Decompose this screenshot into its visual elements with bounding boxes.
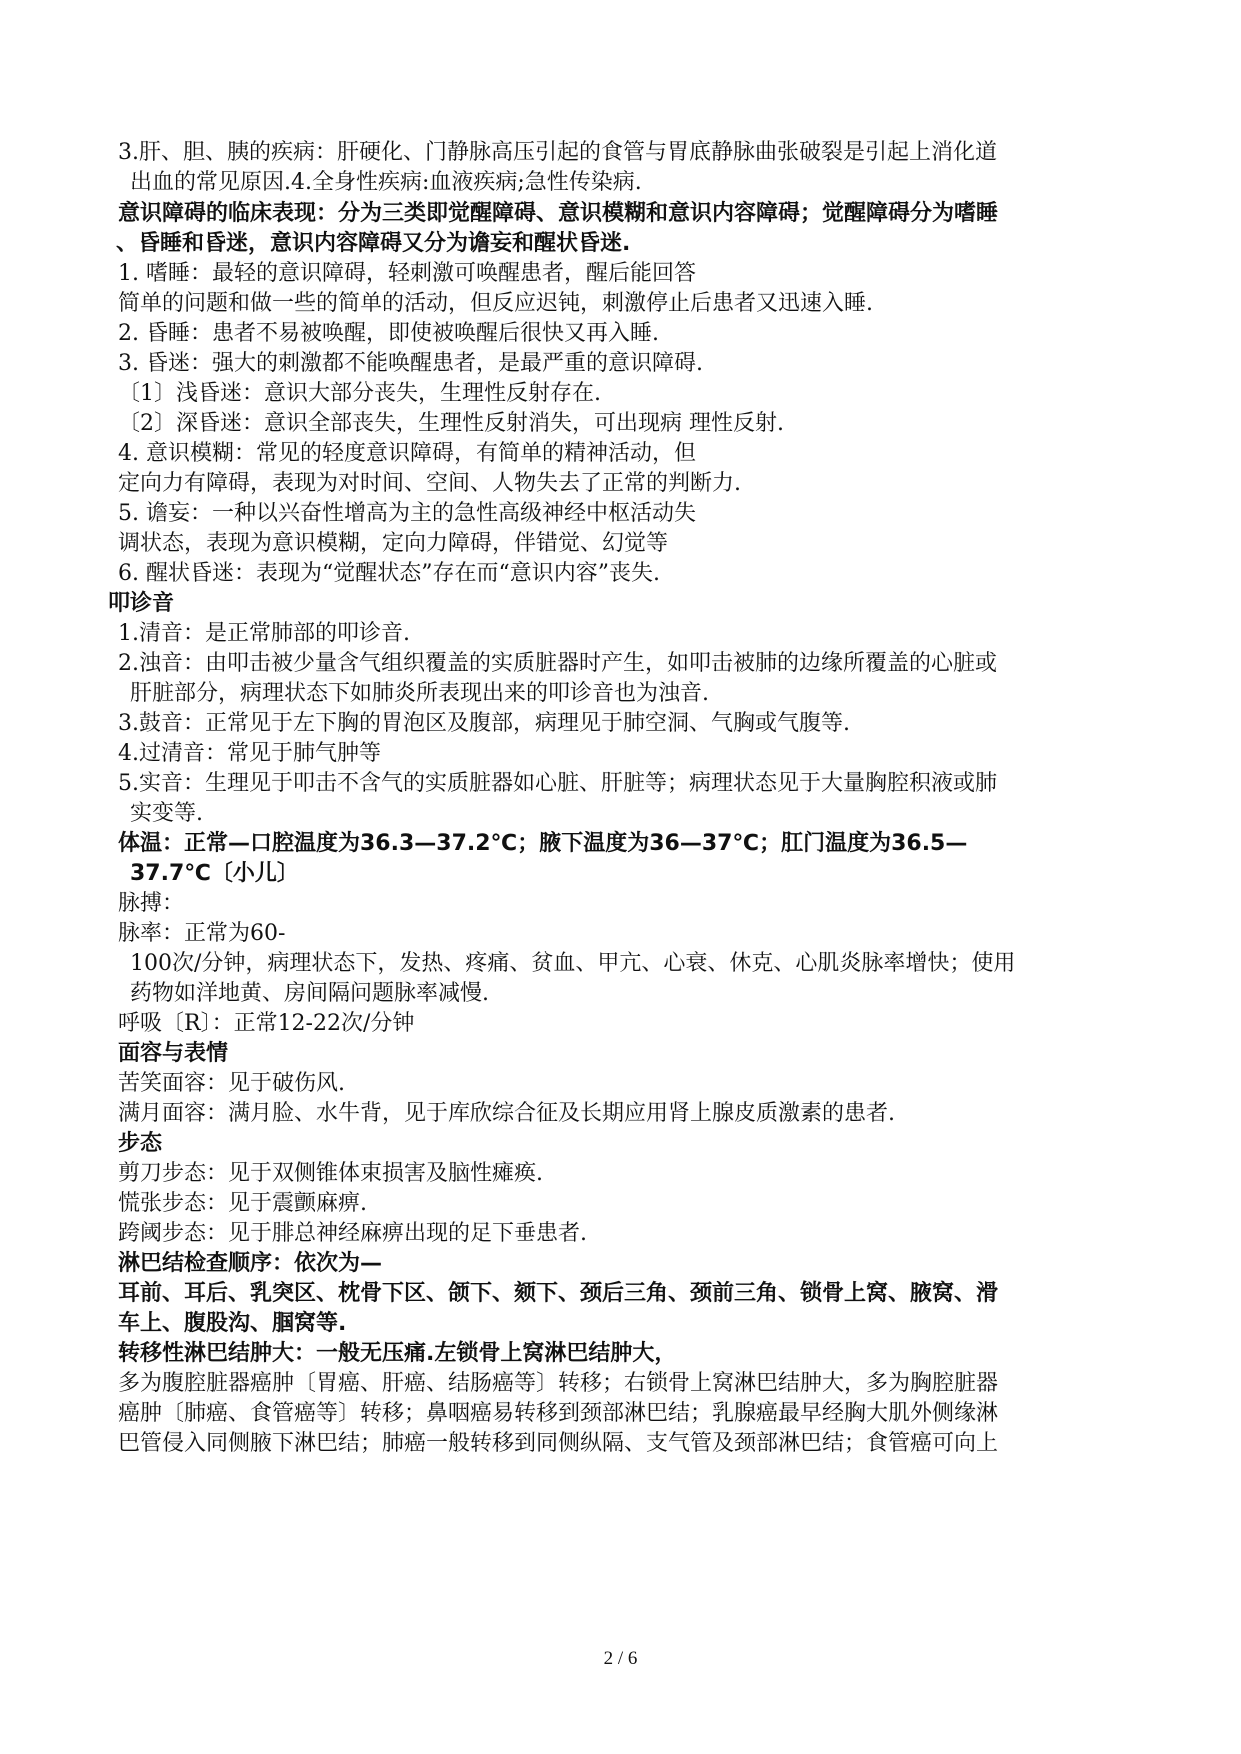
- text-line: 药物如洋地黄、房间隔问题脉率减慢.: [130, 981, 489, 1006]
- heading-body-temperature-cont: 37.7℃〔小儿〕: [130, 861, 299, 886]
- text-line: 6. 醒状昏迷：表现为“觉醒状态”存在而“意识内容”丧失.: [118, 561, 660, 586]
- heading-percussion-sounds: 叩诊音: [108, 591, 175, 616]
- page-number: 2 / 6: [603, 1648, 638, 1669]
- text-line: 3. 昏迷：强大的刺激都不能唤醒患者，是最严重的意识障碍.: [118, 351, 703, 376]
- text-line: 调状态，表现为意识模糊，定向力障碍，伴错觉、幻觉等: [118, 531, 669, 556]
- heading-facial-expression: 面容与表情: [118, 1041, 229, 1066]
- text-line: 跨阈步态：见于腓总神经麻痹出现的足下垂患者.: [118, 1221, 587, 1246]
- text-line: 1. 嗜睡：最轻的意识障碍，轻刺激可唤醒患者，醒后能回答: [118, 261, 696, 286]
- text-line: 3.肝、胆、胰的疾病：肝硬化、门静脉高压引起的食管与胃底静脉曲张破裂是引起上消化道: [118, 140, 997, 165]
- text-line: 实变等.: [130, 801, 203, 826]
- lymph-node-order-text-cont: 车上、腹股沟、腘窝等.: [118, 1311, 347, 1336]
- text-line: 5.实音：生理见于叩击不含气的实质脏器如心脏、肝脏等；病理状态见于大量胸腔积液或肺: [118, 771, 997, 796]
- text-line: 满月面容：满月脸、水牛背，见于库欣综合征及长期应用肾上腺皮质激素的患者.: [118, 1101, 895, 1126]
- text-line: 4.过清音：常见于肺气肿等: [118, 741, 381, 766]
- heading-lymph-node-order: 淋巴结检查顺序：依次为—: [118, 1251, 383, 1276]
- heading-body-temperature: 体温：正常—口腔温度为36.3—37.2℃；腋下温度为36—37℃；肛门温度为36.5—: [118, 831, 968, 856]
- text-line: 癌肿〔肺癌、食管癌等〕转移；鼻咽癌易转移到颈部淋巴结；乳腺癌最早经胸大肌外侧缘淋: [118, 1401, 999, 1426]
- text-line: 肝脏部分，病理状态下如肺炎所表现出来的叩诊音也为浊音.: [130, 681, 709, 706]
- text-line: 〔2〕深昏迷：意识全部丧失，生理性反射消失，可出现病 理性反射.: [118, 411, 784, 436]
- heading-consciousness-disorder: 意识障碍的临床表现：分为三类即觉醒障碍、意识模糊和意识内容障碍；觉醒障碍分为嗜睡: [118, 201, 999, 226]
- lymph-node-order-text: 耳前、耳后、乳突区、枕骨下区、颌下、颏下、颈后三角、颈前三角、锁骨上窝、腋窝、滑: [118, 1281, 999, 1306]
- text-line: 脉率：正常为60-: [118, 921, 286, 946]
- text-line: 多为腹腔脏器癌肿〔胃癌、肝癌、结肠癌等〕转移；右锁骨上窝淋巴结肿大，多为胸腔脏器: [118, 1371, 999, 1396]
- text-line: 慌张步态：见于震颤麻痹.: [118, 1191, 367, 1216]
- text-line: 4. 意识模糊：常见的轻度意识障碍，有简单的精神活动，但: [118, 441, 696, 466]
- text-line: 苦笑面容：见于破伤风.: [118, 1071, 345, 1096]
- heading-gait: 步态: [118, 1131, 163, 1156]
- text-line: 定向力有障碍，表现为对时间、空间、人物失去了正常的判断力.: [118, 471, 741, 496]
- text-line: 出血的常见原因.4.全身性疾病:血液疾病;急性传染病.: [130, 170, 642, 195]
- text-line: 1.清音：是正常肺部的叩诊音.: [118, 621, 410, 646]
- text-line: 简单的问题和做一些的简单的活动，但反应迟钝，刺激停止后患者又迅速入睡.: [118, 291, 873, 316]
- text-line: 呼吸〔R〕：正常12-22次/分钟: [118, 1011, 415, 1036]
- text-line: 剪刀步态：见于双侧锥体束损害及脑性瘫痪.: [118, 1161, 543, 1186]
- text-line: 100次/分钟，病理状态下，发热、疼痛、贫血、甲亢、心衰、休克、心肌炎脉率增快；使用: [130, 951, 1016, 976]
- heading-metastatic-lymph-node: 转移性淋巴结肿大：一般无压痛.左锁骨上窝淋巴结肿大，: [118, 1341, 677, 1366]
- text-line: 脉搏：: [118, 891, 185, 916]
- text-line: 2. 昏睡：患者不易被唤醒，即使被唤醒后很快又再入睡.: [118, 321, 659, 346]
- heading-consciousness-disorder-cont: 、昏睡和昏迷，意识内容障碍又分为谵妄和醒状昏迷.: [116, 231, 631, 256]
- text-line: 〔1〕浅昏迷：意识大部分丧失，生理性反射存在.: [118, 381, 601, 406]
- text-line: 2.浊音：由叩击被少量含气组织覆盖的实质脏器时产生，如叩击被肺的边缘所覆盖的心脏或: [118, 651, 997, 676]
- text-line: 5. 谵妄：一种以兴奋性增高为主的急性高级神经中枢活动失: [118, 501, 696, 526]
- text-line: 巴管侵入同侧腋下淋巴结；肺癌一般转移到同侧纵隔、支气管及颈部淋巴结；食管癌可向上: [118, 1431, 999, 1456]
- text-line: 3.鼓音：正常见于左下胸的胃泡区及腹部，病理见于肺空洞、气胸或气腹等.: [118, 711, 850, 736]
